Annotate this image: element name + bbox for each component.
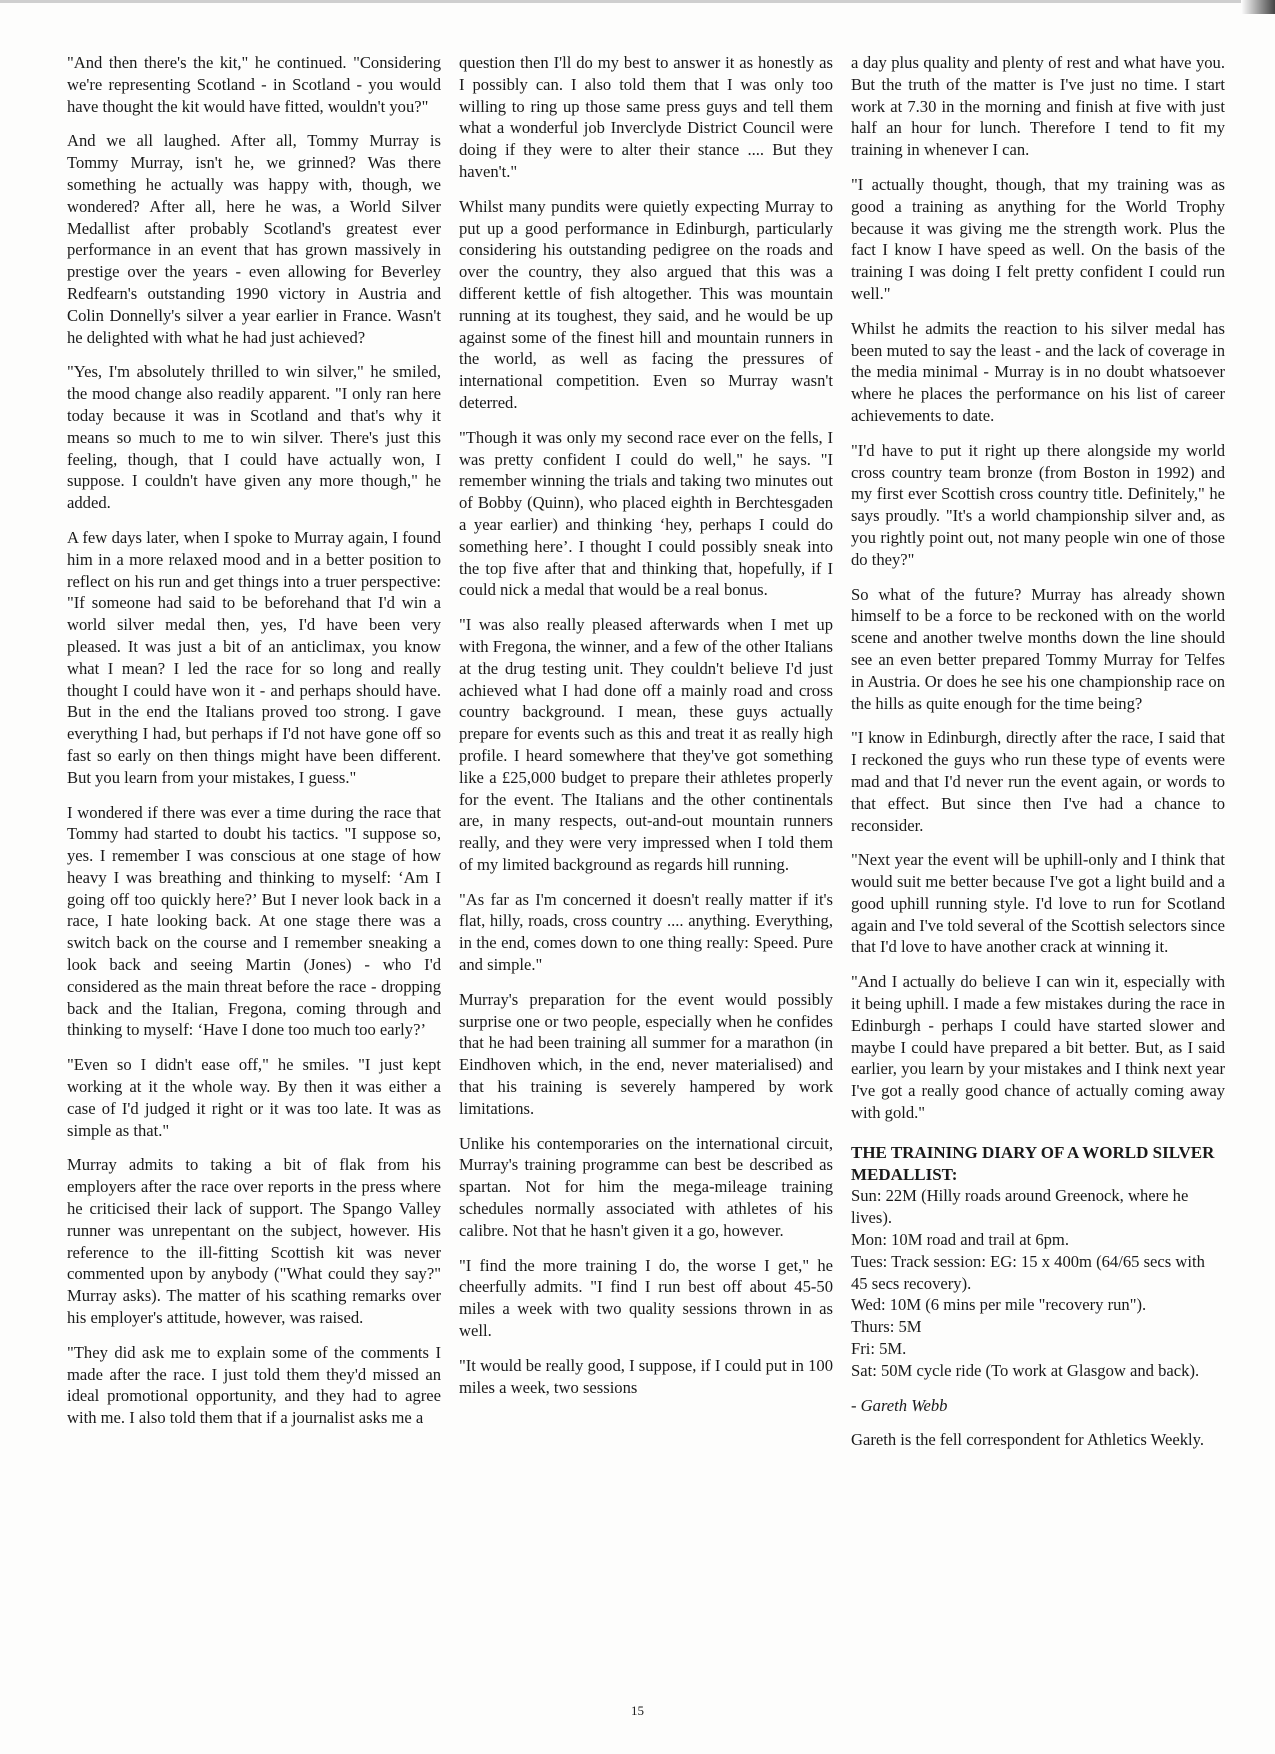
page-number: 15 (631, 1703, 644, 1718)
paragraph: "As far as I'm concerned it doesn't really matter if it's flat, hilly, roads, cross country .... anything. Everything, in the end, comes down to one thing really: Speed. Pure and simple." (459, 889, 833, 975)
paragraph: "I find the more training I do, the worse I get," he cheerfully admits. "I find I run best off about 45-50 miles a week with two quality sessions thrown in as well. (459, 1255, 833, 1341)
diary-entry-mon: Mon: 10M road and trail at 6pm. (851, 1230, 1069, 1250)
paragraph: "It would be really good, I suppose, if I could put in 100 miles a week, two sessions (459, 1355, 833, 1397)
article-column-1 (67, 52, 441, 1692)
diary-entry-thurs: Thurs: 5M (851, 1317, 922, 1337)
author-note: Gareth is the fell correspondent for Athletics Weekly. (851, 1430, 1205, 1450)
diary-entry-fri: Fri: 5M. (851, 1339, 907, 1359)
paragraph: Murray admits to taking a bit of flak from his employers after the race over reports in the press where he criticised their lack of support. The Spango Valley runner was unrepentant on the subject, however. His reference to the ill-fitting Scottish kit was never commented upon by anybody ("What could they say?" Murray asks). The matter of his scathing remarks over his employer's attitude, however, was raised. (67, 1155, 441, 1328)
paragraph: "Even so I didn't ease off," he smiles. "I just kept working at it the whole way. By then it was either a case of I'd judged it right or it was too late. It was as simple as that." (67, 1055, 441, 1140)
paragraph: I wondered if there was ever a time during the race that Tommy had started to doubt his tactics. "I suppose so, yes. I remember I was conscious at one stage of how heavy I was breathing and thinking to myself: ‘Am I going off too quickly here?’ But I never look back in a race, I hate looking back. At one stage there was a switch back on the course and I remember sneaking a look back and seeing Martin (Jones) - who I'd considered as the main threat before the race - dropping back and the Italian, Fregona, coming through and thinking to myself: ‘Have I done too much too early?’ (67, 802, 441, 1040)
paragraph: "And I actually do believe I can win it, especially with it being uphill. I made a few mistakes during the race in Edinburgh - perhaps I could have started slower and maybe I could have prepared a bit better. But, as I said earlier, you learn by your mistakes and I think next year I've got a really good chance of actually coming away with gold." (851, 972, 1225, 1123)
diary-entry-sun: Sun: 22M (Hilly roads around Greenock, where he lives). (851, 1186, 1189, 1228)
paragraph: And we all laughed. After all, Tommy Murray is Tommy Murray, isn't he, we grinned? Was there something he actually was happy with, though, we wondered? After all, here he was, a World Silver Medallist after probably Scotland's greatest ever performance in an event that has grown massively in prestige over the years - even allowing for Beverley Redfearn's outstanding 1990 victory in Austria and Colin Donnelly's silver a year earlier in France. Wasn't he delighted with what he had just achieved? (67, 131, 441, 347)
paragraph: "I was also really pleased afterwards when I met up with Fregona, the winner, and a few of the other Italians at the drug testing unit. They couldn't believe I'd just achieved what I had done off a mainly road and cross country background. I mean, these guys actually prepare for events such as this and treat it as really high profile. I heard somewhere that they've got something like a £25,000 budget to prepare their athletes properly for the event. The Italians and the other continentals are, in many respects, out-and-out mountain runners really, and they were very impressed when I told them of my limited background as regards hill running. (459, 615, 833, 874)
paragraph: Unlike his contemporaries on the international circuit, Murray's training programme can best be described as spartan. Not for him the mega-mileage training schedules normally associated with athletes of his calibre. Not that he hasn't given it a go, however. (459, 1133, 833, 1240)
paragraph: So what of the future? Murray has already shown himself to be a force to be reckoned with on the world scene and another twelve months down the line should see an even better prepared Tommy Murray for Telfes in Austria. Or does he see his one championship race on the hills as quite enough for the time being? (851, 584, 1225, 713)
paragraph: "Yes, I'm absolutely thrilled to win silver," he smiled, the mood change also readily apparent. "I only ran here today because it was in Scotland and that's why it means so much to me to win silver. There's just this feeling, though, that I could have actually won, I suppose. I couldn't have given any more though," he added. (67, 362, 441, 513)
scan-corner-shadow (1241, 0, 1275, 14)
paragraph: "Though it was only my second race ever on the fells, I was pretty confident I could do well," he says. "I remember winning the trials and taking two minutes out of Bobby (Quinn), who placed eighth in Berchtesgaden a year earlier) and thinking ‘hey, perhaps I could do something here’. I thought I could possibly sneak into the top five after that and thinking that, hopefully, if I could nick a medal that would be a real bonus. (459, 427, 833, 600)
paragraph: Whilst he admits the reaction to his silver medal has been muted to say the least - and the lack of coverage in the media minimal - Murray is in no doubt whatsoever where he places the performance on his list of career achievements to date. (851, 318, 1225, 425)
paragraph: A few days later, when I spoke to Murray again, I found him in a more relaxed mood and in a better position to reflect on his run and get things into a truer perspective: "If someone had said to be beforehand that I'd win a world silver medal then, yes, I'd have been very pleased. It was just a bit of an anticlimax, you know what I mean? I led the race for so long and really thought I could have won it - and perhaps should have. But in the end the Italians proved too strong. I gave everything I had, but perhaps if I'd not have gone off so fast so early on then things might have been different. But you learn from your mistakes, I guess." (67, 527, 441, 787)
paragraph: "I know in Edinburgh, directly after the race, I said that I reckoned the guys who run these type of events were mad and that I'd never run the event again, or words to that effect. But since then I've had a chance to reconsider. (851, 728, 1225, 835)
paragraph: "They did ask me to explain some of the comments I made after the race. I just told them they'd missed an ideal promotional opportunity, and they had to agree with me. I also told them that if a journalist asks me a (67, 1342, 441, 1428)
diary-entry-wed: Wed: 10M (6 mins per mile "recovery run"). (851, 1295, 1147, 1315)
paragraph: Whilst many pundits were quietly expecting Murray to put up a good performance in Edinburgh, particularly considering his outstanding pedigree on the roads and over the country, they also argued that this was a different kettle of fish altogether. This was mountain running at its toughest, they said, and he would be up against some of the finest hill and mountain runners in the world, as well as facing the pressures of international competition. Even so Murray wasn't deterred. (459, 196, 833, 412)
paragraph: "I'd have to put it right up there alongside my world cross country team bronze (from Boston in 1992) and my first ever Scottish cross country title. Definitely," he says proudly. "It's a world championship silver and, as you rightly point out, not many people win one of those do they?" (851, 440, 1225, 569)
article-columns (67, 52, 1227, 1692)
scan-edge (0, 0, 1275, 3)
article-column-2 (459, 52, 833, 1692)
diary-entry-sat: Sat: 50M cycle ride (To work at Glasgow and back). (851, 1360, 1200, 1380)
diary-entry-tues: Tues: Track session: EG: 15 x 400m (64/65 secs with 45 secs recovery). (851, 1251, 1205, 1293)
paragraph: question then I'll do my best to answer it as honestly as I possibly can. I also told them that I was only too willing to ring up those same press guys and tell them what a wonderful job Inverclyde District Council were doing if they were to alter their stance .... But they haven't." (459, 53, 833, 181)
paragraph: "Next year the event will be uphill-only and I think that would suit me better because I've got a light build and a good uphill running style. I'd love to run for Scotland again and I've told several of the Scottish selectors since that I'd love to have another crack at winning it. (851, 850, 1225, 957)
training-diary-heading: THE TRAINING DIARY OF A WORLD SILVER MEDALLIST: (851, 1142, 1215, 1184)
paragraph: a day plus quality and plenty of rest and what have you. But the truth of the matter is I've just no time. I start work at 7.30 in the morning and finish at five with just half an hour for lunch. Therefore I tend to fit my training in whenever I can. (851, 53, 1225, 160)
author-byline: - Gareth Webb (851, 1395, 948, 1415)
paragraph: "I actually thought, though, that my training was as good a training as anything for the World Trophy because it was giving me the strength work. Plus the fact I know I have speed as well. On the basis of the training I was doing I felt pretty confident I could run well." (851, 174, 1225, 303)
paragraph: "And then there's the kit," he continued. "Considering we're representing Scotland - in Scotland - you would have thought the kit would have fitted, wouldn't you?" (67, 53, 441, 116)
article-column-3 (851, 52, 1225, 1692)
paragraph: Murray's preparation for the event would possibly surprise one or two people, especially when he confides that he had been training all summer for a marathon (in Eindhoven which, in the end, never materialised) and that his training is severely hampered by work limitations. (459, 989, 833, 1118)
training-diary (851, 1142, 1225, 1451)
